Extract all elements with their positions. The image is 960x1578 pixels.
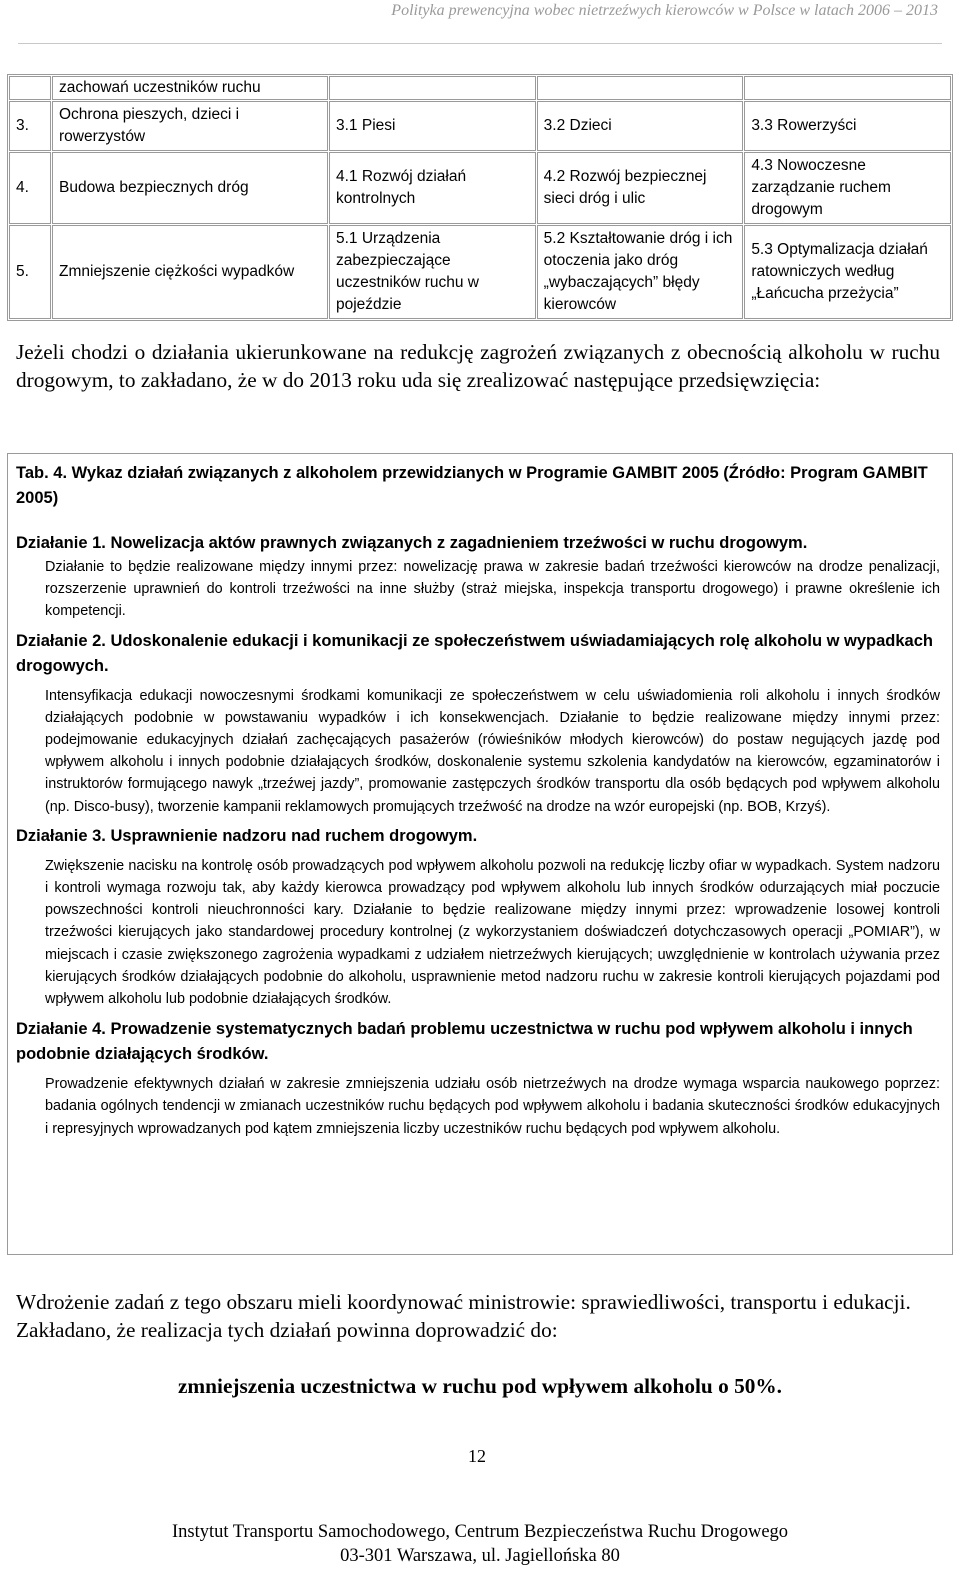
table-cell bbox=[744, 76, 951, 100]
table-row bbox=[9, 152, 951, 224]
table-row bbox=[9, 101, 951, 151]
table-cell: 4.2 Rozwój bezpiecznej sieci dróg i ulic bbox=[537, 152, 744, 224]
actions-box bbox=[7, 453, 953, 1255]
row-number bbox=[9, 76, 51, 100]
row-title: Ochrona pieszych, dzieci i rowerzystów bbox=[52, 101, 328, 151]
action-1-heading: Działanie 1. Nowelizacja aktów prawnych związanych z zagadnieniem trzeźwości w ruchu drogowym. bbox=[16, 534, 808, 552]
table-cell bbox=[537, 76, 744, 100]
row-title: Zmniejszenie ciężkości wypadków bbox=[52, 225, 328, 319]
table-caption: Tab. 4. Wykaz działań związanych z alkoholem przewidzianych w Programie GAMBIT 2005 (Źródło: Program GAMBIT 2005) bbox=[16, 464, 928, 507]
table-row bbox=[9, 225, 951, 319]
table-cell: 5.1 Urządzenia zabezpieczające uczestników ruchu w pojeździe bbox=[329, 225, 536, 319]
footer-address: 03-301 Warszawa, ul. Jagiellońska 80 bbox=[340, 1546, 620, 1566]
table-cell: 5.2 Kształtowanie dróg i ich otoczenia jako dróg „wybaczających” błędy kierowców bbox=[537, 225, 744, 319]
footer-institute: Instytut Transportu Samochodowego, Centrum Bezpieczeństwa Ruchu Drogowego bbox=[171, 1522, 789, 1542]
table-cell: 3.2 Dzieci bbox=[537, 101, 744, 151]
goal-statement: zmniejszenia uczestnictwa w ruchu pod wpływem alkoholu o 50%. bbox=[177, 1374, 782, 1398]
row-number: 4. bbox=[9, 152, 51, 224]
closing-paragraph: Wdrożenie zadań z tego obszaru mieli koordynować ministrowie: sprawiedliwości, transportu i edukacji. Zakładano, że realizacja tych działań powinna doprowadzić do: bbox=[16, 1290, 911, 1342]
table-cell bbox=[329, 76, 536, 100]
page-footer bbox=[0, 1520, 960, 1568]
action-1-description: Działanie to będzie realizowane między innymi przez: nowelizację prawa w zakresie badań trzeźwości kierowców na drodze penalizacji, rozszerzenie uprawnień do kontroli trzeźwości na inne służby (straż miejska, inspekcja transportu drogowego) i prawne określenie ich kompetencji. bbox=[45, 559, 940, 620]
running-header: Polityka prewencyjna wobec nietrzeźwych kierowców w Polsce w latach 2006 – 2013 bbox=[391, 2, 938, 19]
action-2-description: Intensyfikacja edukacji nowoczesnymi środkami komunikacji ze społeczeństwem w celu uświadomienia roli alkoholu i innych środków działających podobnie w powstawaniu wypadków i ich konsekwencjach. Działanie to będzie realizowane między innymi przez: podejmowanie edukacyjnych działań zachęcających pasażerów (rówieśników młodych kierowców) do postaw negujących jazdę pod wpływem alkoholu i innych podobnie działających środków, doskonalenie systemu szkolenia kandydatów na kierowców, egzaminatorów i instruktorów formującego nawyk „trzeźwej jazdy”, promowanie zastępczych środków transportu dla osób będących pod wpływem alkoholu (np. Disco-busy), tworzenie kampanii reklamowych promujących trzeźwość na drodze na wzór europejski (np. BOB, Krzyś). bbox=[45, 687, 940, 815]
action-3-description: Zwiększenie nacisku na kontrolę osób prowadzących pod wpływem alkoholu pozwoli na redukcję liczby ofiar w wypadkach. System nadzoru i kontroli wymaga rozwoju tak, aby każdy kierowca prowadzący pod wpływem alkoholu lub innych środków odurzających miał poczucie powszechności kontroli nieuchronności kary. Działanie to będzie realizowane między innymi przez: wprowadzenie losowej kontroli trzeźwości kierujących jako standardowej procedury kontrolnej (z wykorzystaniem doświadczeń dotychczasowych operacji „POMIAR”), w miejscach i czasie zwiększonego zagrożenia wypadkami z udziałem nietrzeźwych kierujących; uwzględnienie w kontrolach używania przez kierujących środków działających podobnie do alkoholu, usprawnienie metod nadzoru ruchu w zakresie kontroli kierujących pojazdami pod wpływem alkoholu lub podobnie działających środków. bbox=[45, 857, 940, 1008]
table-cell: 3.1 Piesi bbox=[329, 101, 536, 151]
row-number: 3. bbox=[9, 101, 51, 151]
table-cell: 4.1 Rozwój działań kontrolnych bbox=[329, 152, 536, 224]
intro-paragraph: Jeżeli chodzi o działania ukierunkowane na redukcję zagrożeń związanych z obecnością alkoholu w ruchu drogowym, to zakładano, że w do 2013 roku uda się zrealizować następujące przedsięwzięcia: bbox=[16, 340, 940, 392]
table-cell: 4.3 Nowoczesne zarządzanie ruchem drogowym bbox=[744, 152, 951, 224]
table-row bbox=[9, 76, 951, 100]
action-2-heading: Działanie 2. Udoskonalenie edukacji i komunikacji ze społeczeństwem uświadamiających rolę alkoholu w wypadkach drogowych. bbox=[16, 631, 933, 675]
table-cell: 3.3 Rowerzyści bbox=[744, 101, 951, 151]
row-title: zachowań uczestników ruchu bbox=[52, 76, 328, 100]
action-3-heading: Działanie 3. Usprawnienie nadzoru nad ruchem drogowym. bbox=[16, 826, 478, 845]
row-number: 5. bbox=[9, 225, 51, 319]
action-4-heading: Działanie 4. Prowadzenie systematycznych badań problemu uczestnictwa w ruchu pod wpływem alkoholu i innych podobnie działających środków. bbox=[16, 1020, 913, 1064]
table-cell: 5.3 Optymalizacja działań ratowniczych według „Łańcucha przeżycia” bbox=[744, 225, 951, 319]
page-number: 12 bbox=[468, 1446, 486, 1466]
row-title: Budowa bezpiecznych dróg bbox=[52, 152, 328, 224]
header-rule bbox=[18, 43, 942, 44]
measures-overview-table bbox=[7, 74, 953, 321]
action-4-description: Prowadzenie efektywnych działań w zakresie zmniejszenia udziału osób nietrzeźwych na drodze wymaga wsparcia naukowego poprzez: badania ogólnych tendencji w zmianach uczestników ruchu będących pod wpływem alkoholu i badania skuteczności środków edukacyjnych i represyjnych wprowadzanych pod kątem zmniejszenia liczby uczestników ruchu będących pod wpływem alkoholu. bbox=[45, 1076, 940, 1137]
